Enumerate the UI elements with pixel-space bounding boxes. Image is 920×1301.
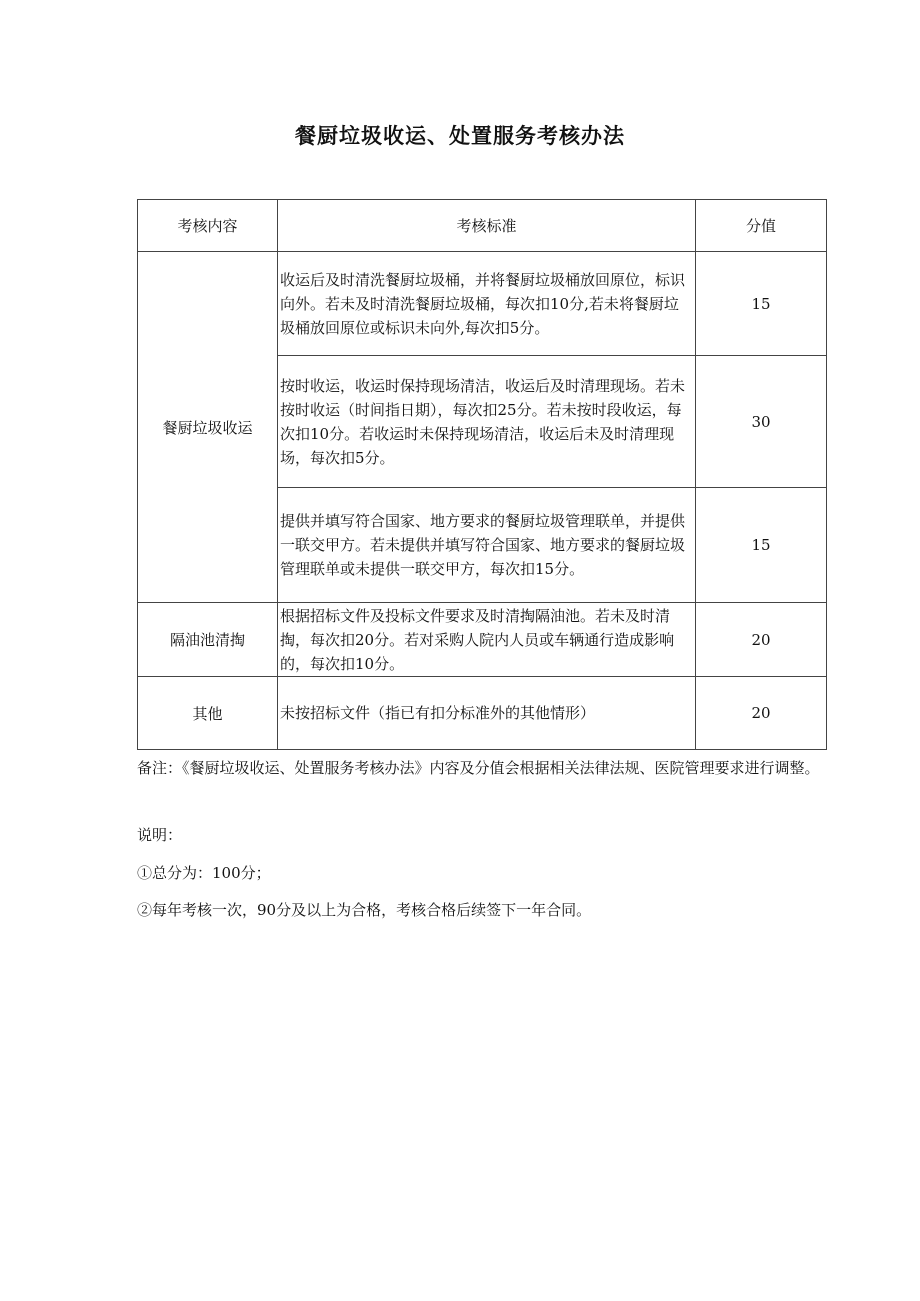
explanation-item: ①总分为：100分； [137, 864, 271, 882]
table-header-row [138, 200, 827, 252]
score-cell: 15 [696, 488, 827, 603]
standard-cell: 未按招标文件（指已有扣分标准外的其他情形） [278, 677, 696, 750]
category-cell: 隔油池清掏 [138, 603, 278, 677]
score-cell: 20 [696, 603, 827, 677]
score-cell: 30 [696, 356, 827, 488]
remark-note: 备注：《餐厨垃圾收运、处置服务考核办法》内容及分值会根据相关法律法规、医院管理要求进行调整。 [137, 759, 820, 777]
document-title: 餐厨垃圾收运、处置服务考核办法 [295, 124, 625, 148]
table-row [138, 252, 827, 356]
standard-cell: 按时收运，收运时保持现场清洁，收运后及时清理现场。若未按时收运（时间指日期），每次扣25分。若未按时段收运，每次扣10分。若收运时未保持现场清洁，收运后未及时清理现场，每次扣5分。 [278, 356, 696, 488]
assessment-table [137, 199, 827, 750]
score-cell: 20 [696, 677, 827, 750]
header-standard: 考核标准 [278, 200, 696, 252]
explanation-item: ②每年考核一次，90分及以上为合格，考核合格后续签下一年合同。 [137, 901, 592, 919]
header-content: 考核内容 [138, 200, 278, 252]
table-row [138, 677, 827, 750]
explanation-label: 说明： [137, 826, 183, 844]
standard-cell: 提供并填写符合国家、地方要求的餐厨垃圾管理联单，并提供一联交甲方。若未提供并填写符合国家、地方要求的餐厨垃圾管理联单或未提供一联交甲方，每次扣15分。 [278, 488, 696, 603]
category-cell: 其他 [138, 677, 278, 750]
standard-cell: 根据招标文件及投标文件要求及时清掏隔油池。若未及时清掏，每次扣20分。若对采购人院内人员或车辆通行造成影响的，每次扣10分。 [278, 603, 696, 677]
table-row [138, 603, 827, 677]
category-cell: 餐厨垃圾收运 [138, 252, 278, 603]
standard-cell: 收运后及时清洗餐厨垃圾桶，并将餐厨垃圾桶放回原位，标识向外。若未及时清洗餐厨垃圾桶，每次扣10分,若未将餐厨垃圾桶放回原位或标识未向外,每次扣5分。 [278, 252, 696, 356]
score-cell: 15 [696, 252, 827, 356]
header-score: 分值 [696, 200, 827, 252]
